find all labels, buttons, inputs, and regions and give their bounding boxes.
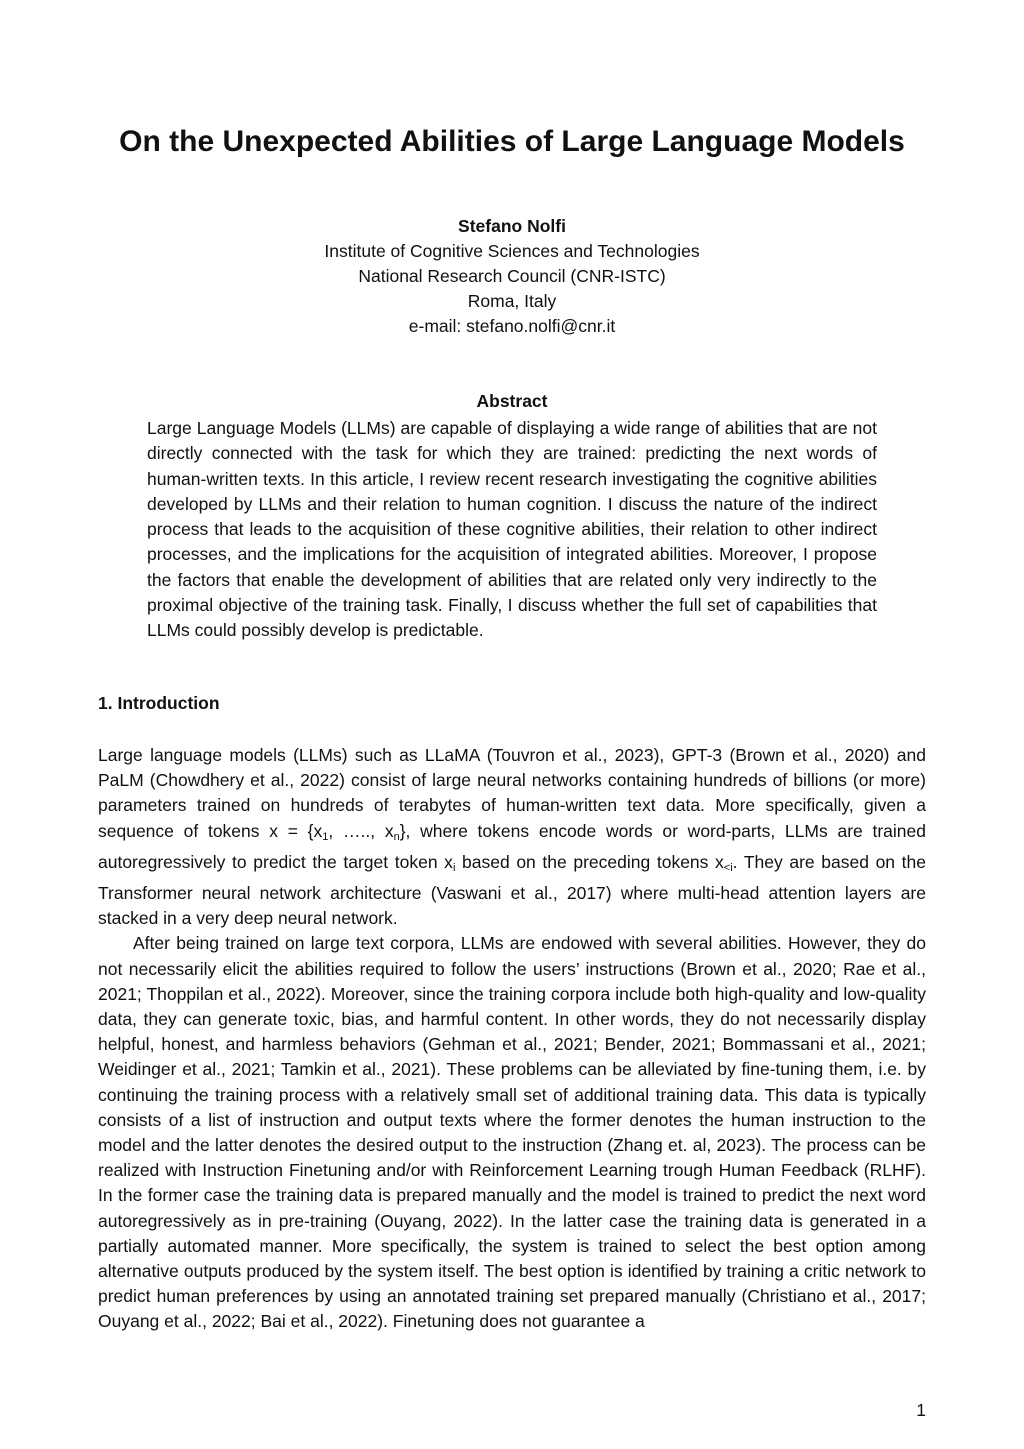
- introduction-paragraph-2: After being trained on large text corpora, LLMs are endowed with several abilities. However, they do not necessarily elicit the abilities required to follow the users’ instructions (Brown et al., 2020; Rae et al., 2021; Thoppilan et al., 2022). Moreover, since the training corpora include both high-quality and low-quality data, they can generate toxic, bias, and harmful content. In other words, they do not necessarily display helpful, honest, and harmless behaviors (Gehman et al., 2021; Bender, 2021; Bommassani et al., 2021; Weidinger et al., 2021; Tamkin et al., 2021). These problems can be alleviated by fine-tuning them, i.e. by continuing the training process with a relatively small set of additional training data. This data is typically consists of a list of instruction and output texts where the former denotes the human instruction to the model and the latter denotes the desired output to the instruction (Zhang et. al, 2023). The process can be realized with Instruction Finetuning and/or with Reinforcement Learning trough Human Feedback (RLHF). In the former case the training data is prepared manually and the model is trained to predict the next word autoregressively as in pre-training (Ouyang, 2022). In the latter case the training data is generated in a partially automated manner. More specifically, the system is trained to select the best option among alternative outputs produced by the system itself. The best option is identified by training a critic network to predict human preferences by using an annotated training set prepared manually (Christiano et al., 2017; Ouyang et al., 2022; Bai et al., 2022). Finetuning does not guarantee a: [98, 933, 926, 1332]
- intro-p1-subscript-1: 1: [322, 830, 329, 843]
- abstract-text: Large Language Models (LLMs) are capable of displaying a wide range of abilities that are not directly connected with the task for which they are trained: predicting the next words of human-written texts. In this article, I review recent research investigating the cognitive abilities developed by LLMs and their relation to human cognition. I discuss the nature of the indirect process that leads to the acquisition of these cognitive abilities, their relation to other indirect processes, and the implications for the acquisition of integrated abilities. Moreover, I propose the factors that enable the development of abilities that are related only very indirectly to the proximal objective of the training task. Finally, I discuss whether the full set of capabilities that LLMs could possibly develop is predictable.: [147, 418, 877, 641]
- author-name: Stefano Nolfi: [458, 216, 566, 236]
- intro-p1-text-e: . They are based on the Transformer neural network architecture (Vaswani et al., 2017) where multi-head attention layers are stacked in a very deep neural network.: [98, 851, 926, 929]
- author-location: Roma, Italy: [467, 291, 557, 311]
- introduction-body: [98, 743, 926, 1335]
- abstract-heading: Abstract: [476, 391, 548, 411]
- intro-p1-subscript-lt-i: <i: [723, 861, 733, 874]
- author-affiliation-institute: Institute of Cognitive Sciences and Technologies: [324, 241, 700, 261]
- intro-p1-subscript-n: n: [393, 830, 400, 843]
- author-affiliation-council: National Research Council (CNR-ISTC): [358, 266, 666, 286]
- intro-p1-subscript-i: i: [452, 861, 456, 874]
- section-heading-introduction: 1. Introduction: [98, 693, 220, 713]
- author-email: e-mail: stefano.nolfi@cnr.it: [408, 316, 616, 336]
- intro-p1-text-c: }, where tokens encode words or word-parts, LLMs are trained autoregressively to predict the target token x: [98, 820, 926, 872]
- introduction-paragraph-1: [98, 743, 926, 931]
- author-block: [0, 214, 1024, 339]
- intro-p1-text-a: Large language models (LLMs) such as LLaMA (Touvron et al., 2023), GPT-3 (Brown et al., 2020) and PaLM (Chowdhery et al., 2022) consist of large neural networks containing hundreds of billions (or more) parameters trained on hundreds of terabytes of human-written text data. More specifically, given a sequence of tokens x = {x: [98, 745, 926, 841]
- page-number: 1: [916, 1400, 926, 1420]
- intro-p1-text-d: based on the preceding tokens x: [455, 851, 724, 872]
- paper-title: On the Unexpected Abilities of Large Language Models: [119, 125, 905, 158]
- intro-p1-text-b: , ….., x: [328, 820, 394, 841]
